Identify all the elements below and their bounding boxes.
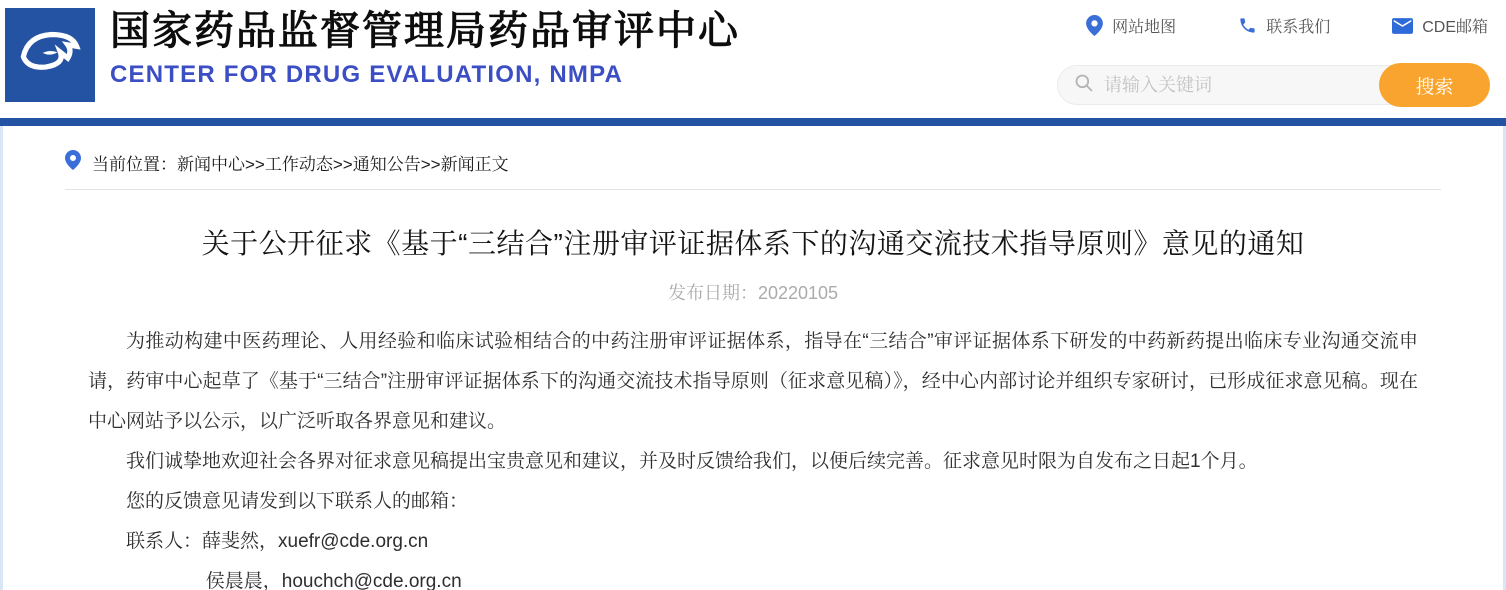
article-title: 关于公开征求《基于“三结合”注册审评证据体系下的沟通交流技术指导原则》意见的通知 (201, 228, 1305, 259)
article-body (3, 322, 1503, 590)
contact-line-1: 联系人：薛斐然，xuefr@cde.org.cn (126, 531, 429, 552)
search-button[interactable]: 搜索 (1379, 63, 1490, 107)
breadcrumb-pin-icon (65, 150, 81, 175)
contact-us-link[interactable] (1238, 14, 1330, 37)
sitemap-label: 网站地图 (1112, 19, 1177, 36)
cde-mail-link[interactable] (1392, 14, 1488, 37)
header-quick-links (1086, 14, 1488, 37)
paragraph-feedback: 我们诚挚地欢迎社会各界对征求意见稿提出宝贵意见和建议，并及时反馈给我们，以便后续完善。征求意见时限为自发布之日起1个月。 (126, 451, 1258, 472)
fish-swoosh-icon (13, 18, 87, 93)
paragraph-mailbox-note: 您的反馈意见请发到以下联系人的邮箱： (126, 491, 469, 512)
contact-line-2: 侯晨晨，houchch@cde.org.cn (205, 571, 462, 590)
header-divider-bar (0, 118, 1506, 126)
cde-mail-label: CDE邮箱 (1422, 19, 1488, 36)
phone-icon (1238, 16, 1257, 35)
paragraph-intro: 为推动构建中医药理论、人用经验和临床试验相结合的中药注册审评证据体系，指导在“三结合”审评证据体系下研发的中药新药提出临床专业沟通交流申请，药审中心起草了《基于“三结合”注册审评证据体系下的沟通交流技术指导原则（征求意见稿）》，经中心内部讨论并组织专家研讨，已形成征求意见稿。现在中心网站予以公示，以广泛听取各界意见和建议。 (88, 331, 1418, 432)
search-input[interactable] (1104, 75, 1334, 96)
publish-date: 发布日期：20220105 (667, 283, 839, 303)
breadcrumb-divider (65, 189, 1441, 190)
location-pin-icon (1086, 15, 1103, 36)
breadcrumb[interactable] (3, 126, 1503, 189)
search-bar (1057, 65, 1489, 105)
site-title-en: CENTER FOR DRUG EVALUATION, NMPA (110, 61, 624, 88)
site-header (0, 0, 1506, 118)
search-icon (1074, 73, 1094, 98)
sitemap-link[interactable] (1086, 14, 1176, 37)
breadcrumb-text: 当前位置：新闻中心>>工作动态>>通知公告>>新闻正文 (92, 155, 509, 174)
contact-us-label: 联系我们 (1266, 19, 1331, 36)
site-title-zh: 国家药品监督管理局药品审评中心 (110, 9, 740, 53)
cde-logo[interactable] (5, 8, 95, 102)
envelope-icon (1392, 18, 1413, 34)
main-content (0, 126, 1506, 590)
site-titles (110, 6, 740, 89)
